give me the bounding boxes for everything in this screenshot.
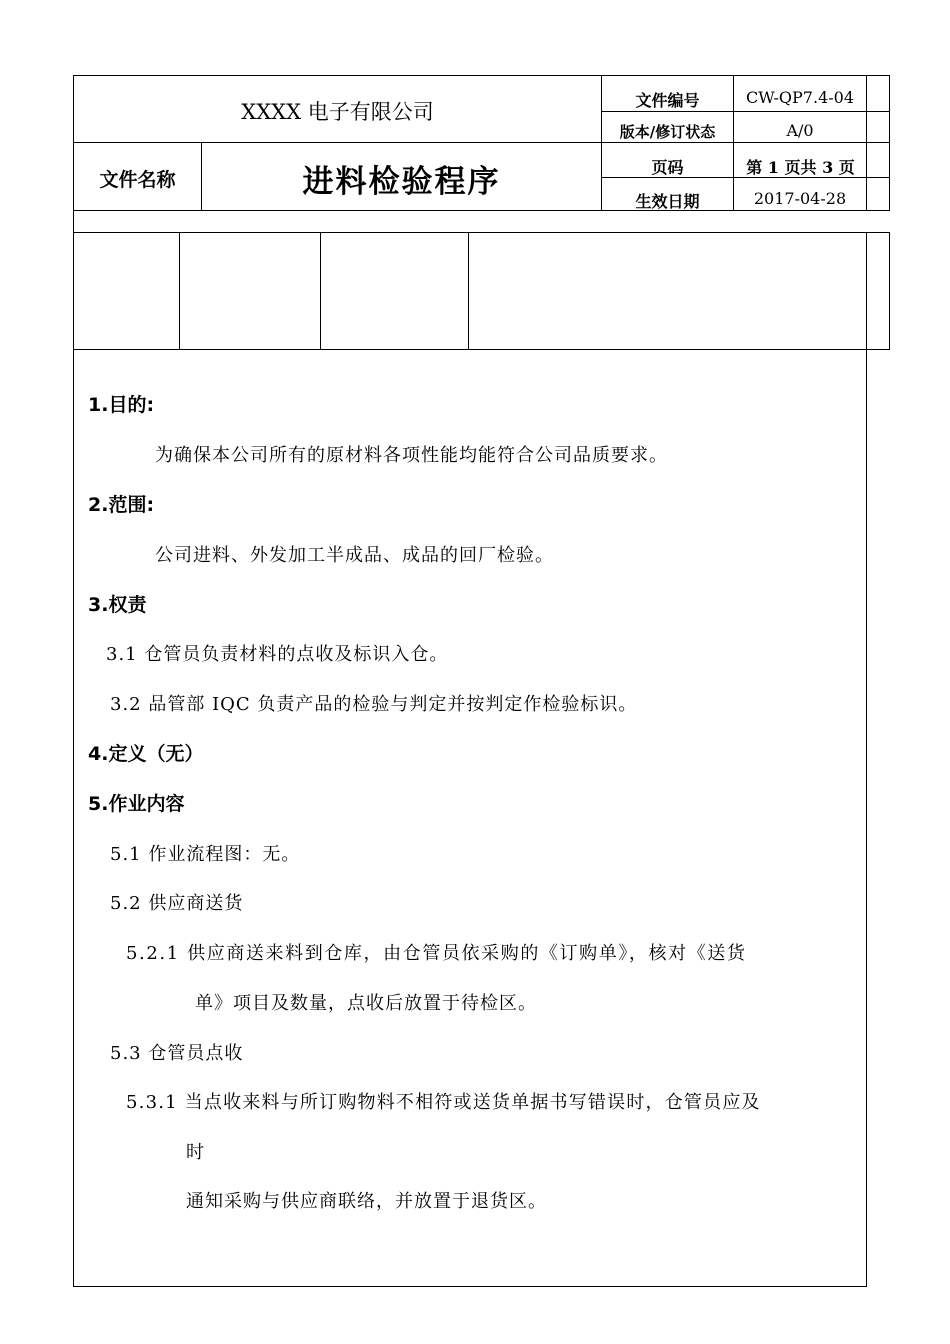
page-label: 页码: [651, 158, 684, 177]
section-3-2: 3.2 品管部 IQC 负责产品的检验与判定并按判定作检验标识。: [110, 694, 638, 715]
version-value: A/0: [786, 121, 814, 140]
section-3-heading: 3.权责: [88, 594, 147, 616]
section-5-2-1-line2: 单》项目及数量，点收后放置于待检区。: [195, 993, 537, 1014]
section-1-text: 为确保本公司所有的原材料各项性能均能符合公司品质要求。: [155, 445, 668, 466]
section-5-3-1-line2: 时: [186, 1142, 205, 1163]
section-5-3-1-line3: 通知采购与供应商联络，并放置于退货区。: [186, 1191, 547, 1212]
section-2-text: 公司进料、外发加工半成品、成品的回厂检验。: [155, 545, 554, 566]
section-4-heading: 4.定义（无）: [88, 743, 204, 765]
effective-date-label: 生效日期: [635, 192, 700, 211]
page-value: 第 1 页共 3 页: [746, 158, 855, 177]
effective-date-value: 2017-04-28: [753, 189, 847, 208]
section-5-3-1-line1: 5.3.1 当点收来料与所订购物料不相符或送货单据书写错误时，仓管员应及: [126, 1092, 761, 1113]
section-5-1: 5.1 作业流程图：无。: [110, 844, 301, 865]
section-5-2-1-line1: 5.2.1 供应商送来料到仓库，由仓管员依采购的《订购单》，核对《送货: [126, 943, 747, 964]
file-number-label: 文件编号: [635, 91, 700, 110]
section-5-heading: 5.作业内容: [88, 793, 185, 815]
section-1-heading: 1.目的:: [88, 394, 155, 416]
version-label: 版本/修订状态: [619, 123, 716, 141]
section-2-heading: 2.范围:: [88, 494, 155, 516]
document-title: 进料检验程序: [302, 164, 501, 200]
company-name: XXXX 电子有限公司: [241, 100, 434, 124]
section-5-3: 5.3 仓管员点收: [110, 1043, 244, 1064]
file-name-label: 文件名称: [99, 169, 176, 191]
section-5-2: 5.2 供应商送货: [110, 893, 244, 914]
file-number-value: CW-QP7.4-04: [745, 88, 855, 107]
section-3-1: 3.1 仓管员负责材料的点收及标识入仓。: [106, 644, 449, 665]
